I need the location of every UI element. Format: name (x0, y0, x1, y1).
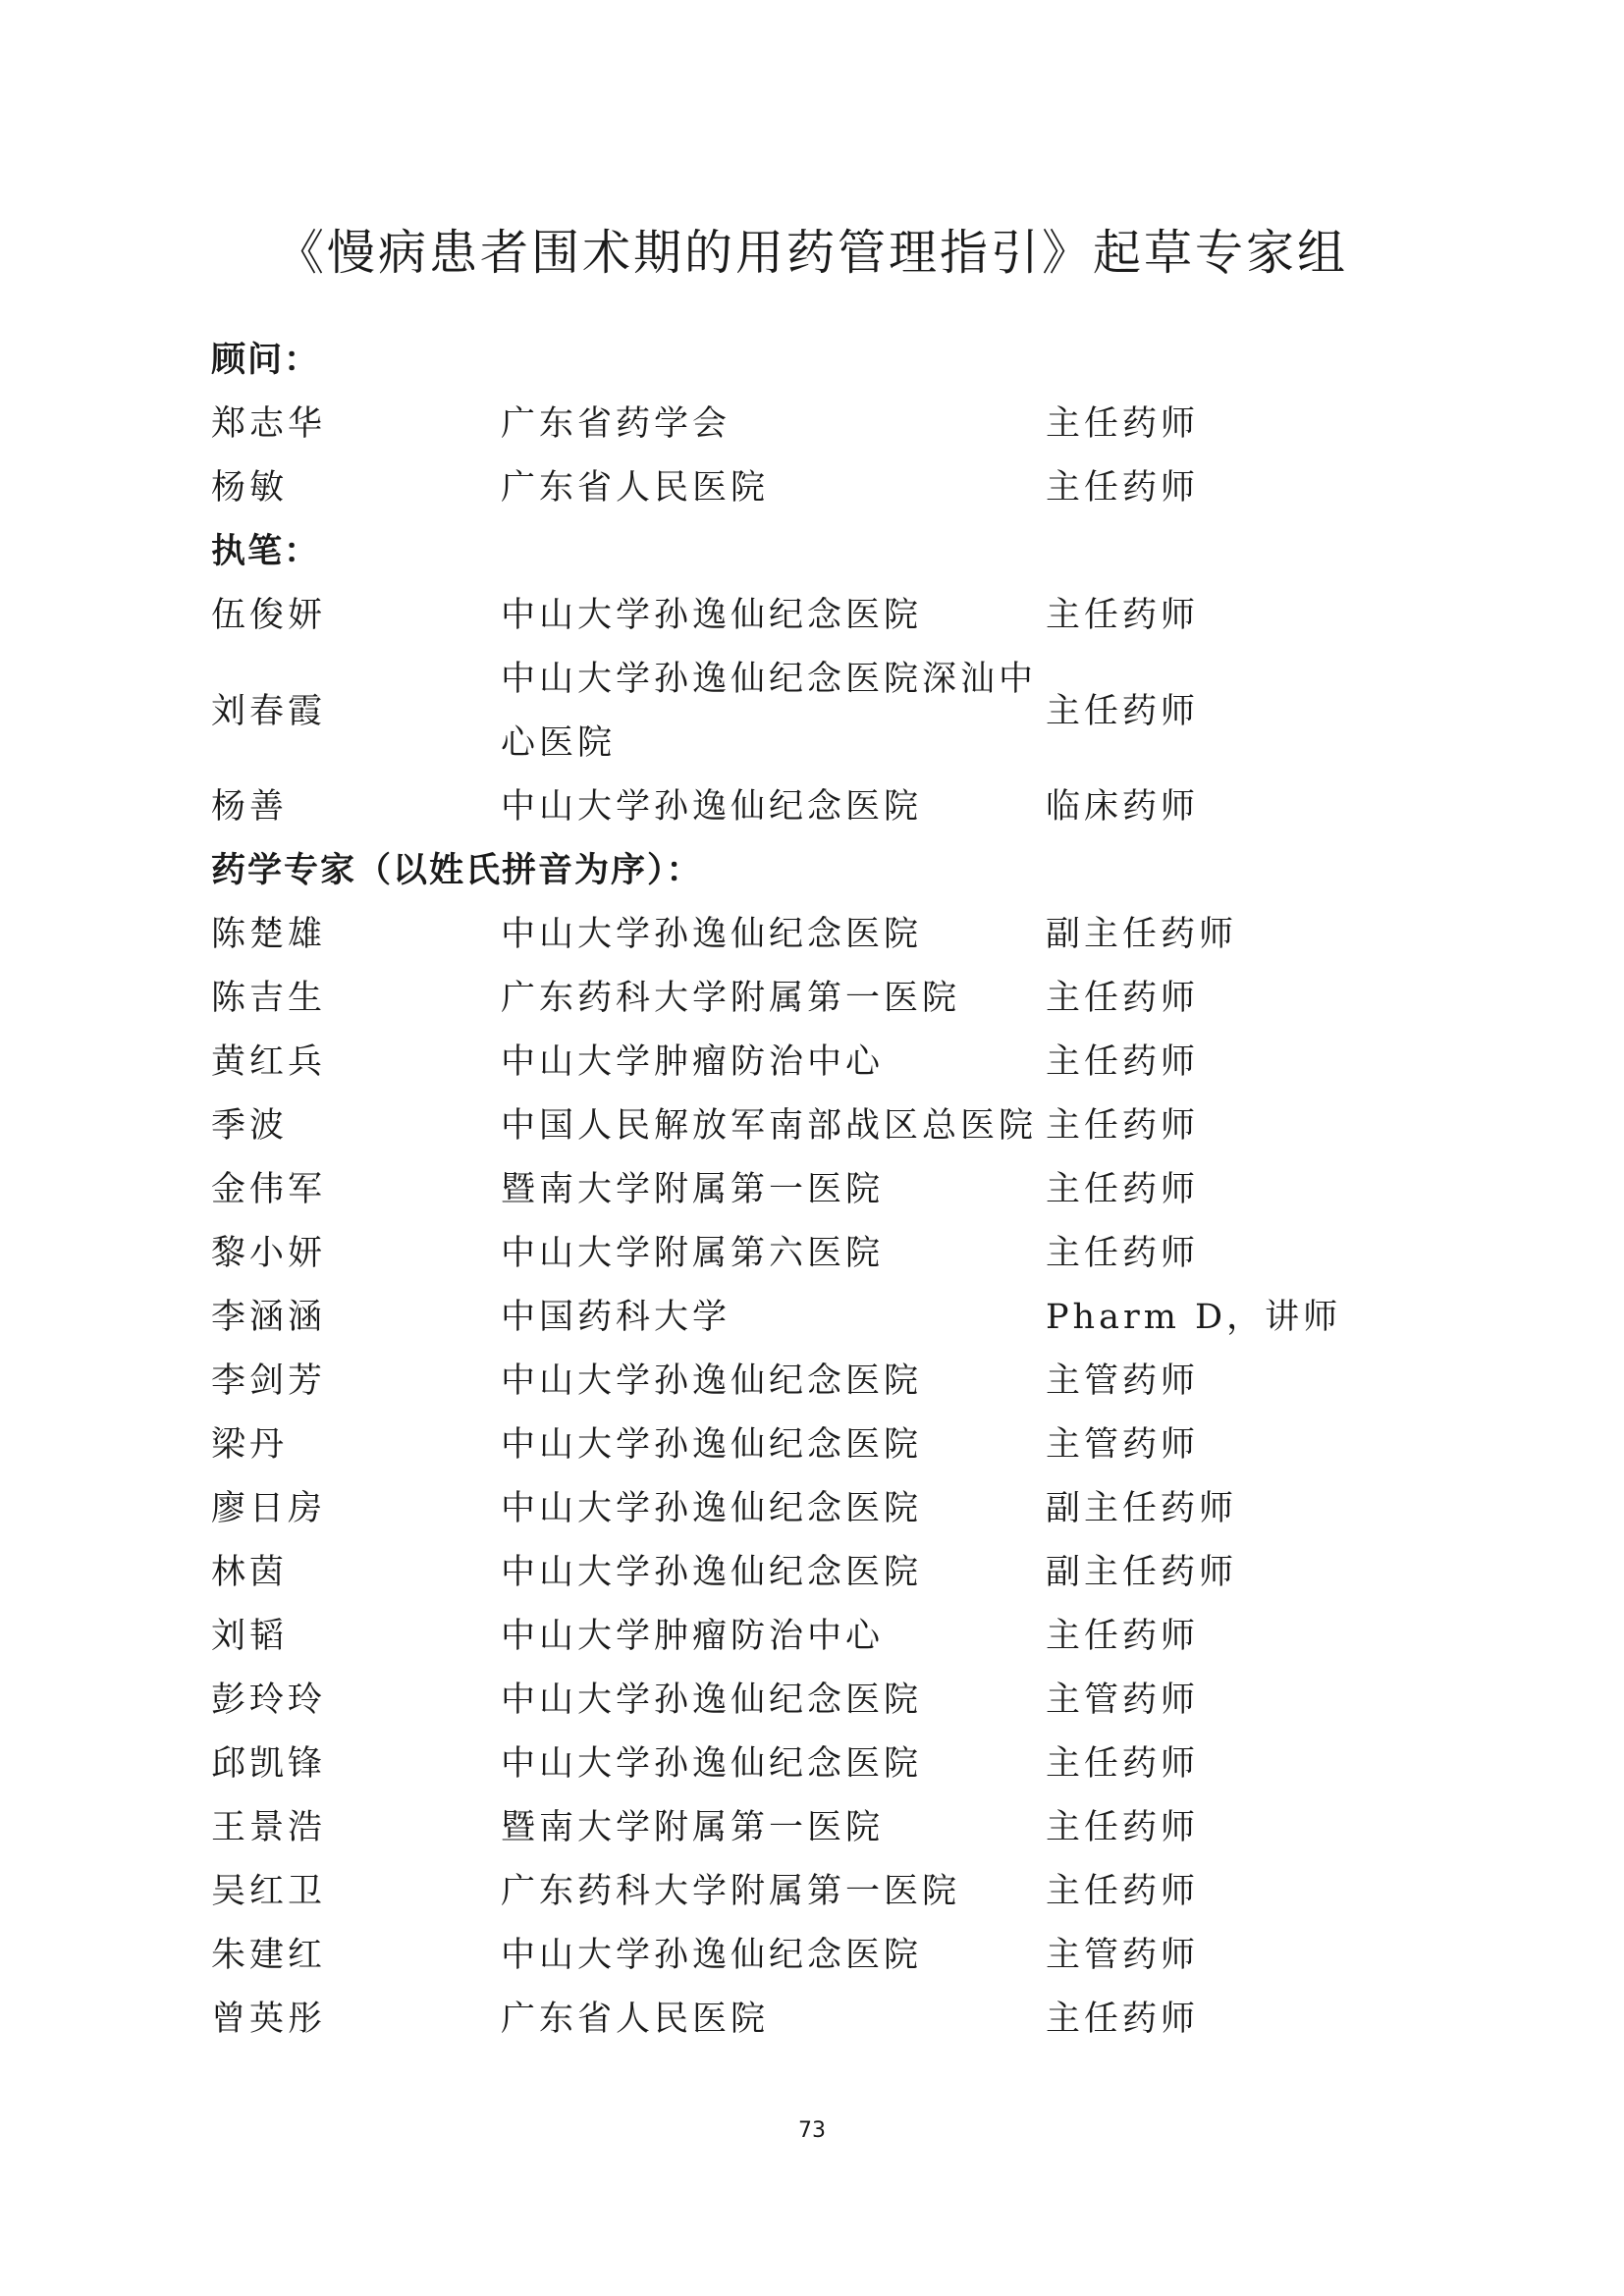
person-title: Pharm D，讲师 (1046, 1298, 1342, 1337)
person-organization: 中山大学附属第六医院 (501, 1234, 885, 1273)
person-name: 朱建红 (211, 1936, 327, 1975)
expert-row (211, 1095, 1419, 1158)
page-number: 73 (798, 2118, 826, 2143)
person-organization: 中山大学孙逸仙纪念医院 (501, 787, 923, 827)
person-title: 主任药师 (1046, 468, 1200, 507)
person-organization: 广东省人民医院 (501, 2000, 770, 2039)
expert-row (211, 1477, 1419, 1541)
author-row (211, 648, 1419, 775)
author-row (211, 775, 1419, 839)
person-organization: 中山大学孙逸仙纪念医院 (501, 1489, 923, 1528)
expert-list (211, 329, 1419, 2052)
person-organization: 中山大学孙逸仙纪念医院 (501, 915, 923, 954)
expert-row (211, 1924, 1419, 1988)
person-name: 李剑芳 (211, 1362, 327, 1401)
person-title: 主管药师 (1046, 1425, 1200, 1465)
person-organization: 中山大学孙逸仙纪念医院 (501, 1936, 923, 1975)
person-name: 黎小妍 (211, 1234, 327, 1273)
expert-row (211, 1541, 1419, 1605)
person-name: 杨善 (211, 787, 289, 827)
advisor-row (211, 456, 1419, 520)
person-title: 副主任药师 (1046, 915, 1238, 954)
person-name: 刘韬 (211, 1617, 289, 1656)
person-organization: 中山大学肿瘤防治中心 (501, 1617, 885, 1656)
person-organization: 中山大学孙逸仙纪念医院 (501, 1744, 923, 1784)
expert-row (211, 903, 1419, 967)
person-name: 李涵涵 (211, 1298, 327, 1337)
person-title: 主任药师 (1046, 691, 1200, 731)
person-title: 副主任药师 (1046, 1553, 1238, 1592)
section-heading-experts: 药学专家（以姓氏拼音为序）： (211, 851, 703, 890)
advisor-row (211, 393, 1419, 456)
person-title: 主任药师 (1046, 979, 1200, 1018)
person-title: 主任药师 (1046, 1170, 1200, 1209)
person-title: 主任药师 (1046, 1617, 1200, 1656)
expert-row (211, 1158, 1419, 1222)
person-name: 曾英彤 (211, 2000, 327, 2039)
author-row (211, 584, 1419, 648)
expert-row (211, 1988, 1419, 2052)
person-title: 主管药师 (1046, 1681, 1200, 1720)
person-organization: 中山大学孙逸仙纪念医院 (501, 1425, 923, 1465)
person-organization: 广东省人民医院 (501, 468, 770, 507)
person-name: 金伟军 (211, 1170, 327, 1209)
person-title: 主任药师 (1046, 1106, 1200, 1146)
person-name: 刘春霞 (211, 691, 327, 731)
person-organization: 中国人民解放军南部战区总医院 (501, 1106, 1038, 1146)
expert-row (211, 1031, 1419, 1095)
person-organization: 中山大学孙逸仙纪念医院 (501, 596, 923, 635)
expert-row (211, 1669, 1419, 1733)
expert-row (211, 1796, 1419, 1860)
person-title: 主任药师 (1046, 1744, 1200, 1784)
person-name: 梁丹 (211, 1425, 289, 1465)
person-organization: 中山大学孙逸仙纪念医院 (501, 1553, 923, 1592)
section-heading-authors: 执笔： (211, 532, 321, 571)
person-name: 彭玲玲 (211, 1681, 327, 1720)
person-title: 主任药师 (1046, 2000, 1200, 2039)
person-name: 郑志华 (211, 404, 327, 444)
section-heading-advisors: 顾问： (211, 341, 321, 380)
expert-row (211, 1222, 1419, 1286)
person-name: 吴红卫 (211, 1872, 327, 1911)
person-organization: 中国药科大学 (501, 1298, 731, 1337)
person-name: 杨敏 (211, 468, 289, 507)
person-name: 黄红兵 (211, 1042, 327, 1082)
person-title: 主任药师 (1046, 1808, 1200, 1847)
expert-row (211, 1414, 1419, 1477)
person-organization: 暨南大学附属第一医院 (501, 1808, 885, 1847)
expert-row (211, 1286, 1419, 1350)
person-organization: 中山大学肿瘤防治中心 (501, 1042, 885, 1082)
page-title: 《慢病患者围术期的用药管理指引》起草专家组 (275, 225, 1348, 281)
person-title: 主任药师 (1046, 1234, 1200, 1273)
person-name: 邱凯锋 (211, 1744, 327, 1784)
person-organization: 中山大学孙逸仙纪念医院深汕中心医院 (501, 660, 1038, 763)
person-title: 主任药师 (1046, 1042, 1200, 1082)
person-organization: 广东药科大学附属第一医院 (501, 1872, 961, 1911)
person-title: 主管药师 (1046, 1362, 1200, 1401)
person-organization: 广东药科大学附属第一医院 (501, 979, 961, 1018)
expert-row (211, 1605, 1419, 1669)
person-name: 季波 (211, 1106, 289, 1146)
person-organization: 中山大学孙逸仙纪念医院 (501, 1681, 923, 1720)
expert-row (211, 1350, 1419, 1414)
expert-row (211, 1860, 1419, 1924)
person-name: 陈吉生 (211, 979, 327, 1018)
person-title: 主管药师 (1046, 1936, 1200, 1975)
person-name: 王景浩 (211, 1808, 327, 1847)
person-title: 副主任药师 (1046, 1489, 1238, 1528)
person-title: 主任药师 (1046, 404, 1200, 444)
person-organization: 中山大学孙逸仙纪念医院 (501, 1362, 923, 1401)
person-organization: 暨南大学附属第一医院 (501, 1170, 885, 1209)
person-title: 主任药师 (1046, 596, 1200, 635)
person-name: 廖日房 (211, 1489, 327, 1528)
expert-row (211, 1733, 1419, 1796)
person-name: 林茵 (211, 1553, 289, 1592)
expert-row (211, 967, 1419, 1031)
person-name: 伍俊妍 (211, 596, 327, 635)
person-organization: 广东省药学会 (501, 404, 731, 444)
person-title: 临床药师 (1046, 787, 1200, 827)
person-name: 陈楚雄 (211, 915, 327, 954)
person-title: 主任药师 (1046, 1872, 1200, 1911)
